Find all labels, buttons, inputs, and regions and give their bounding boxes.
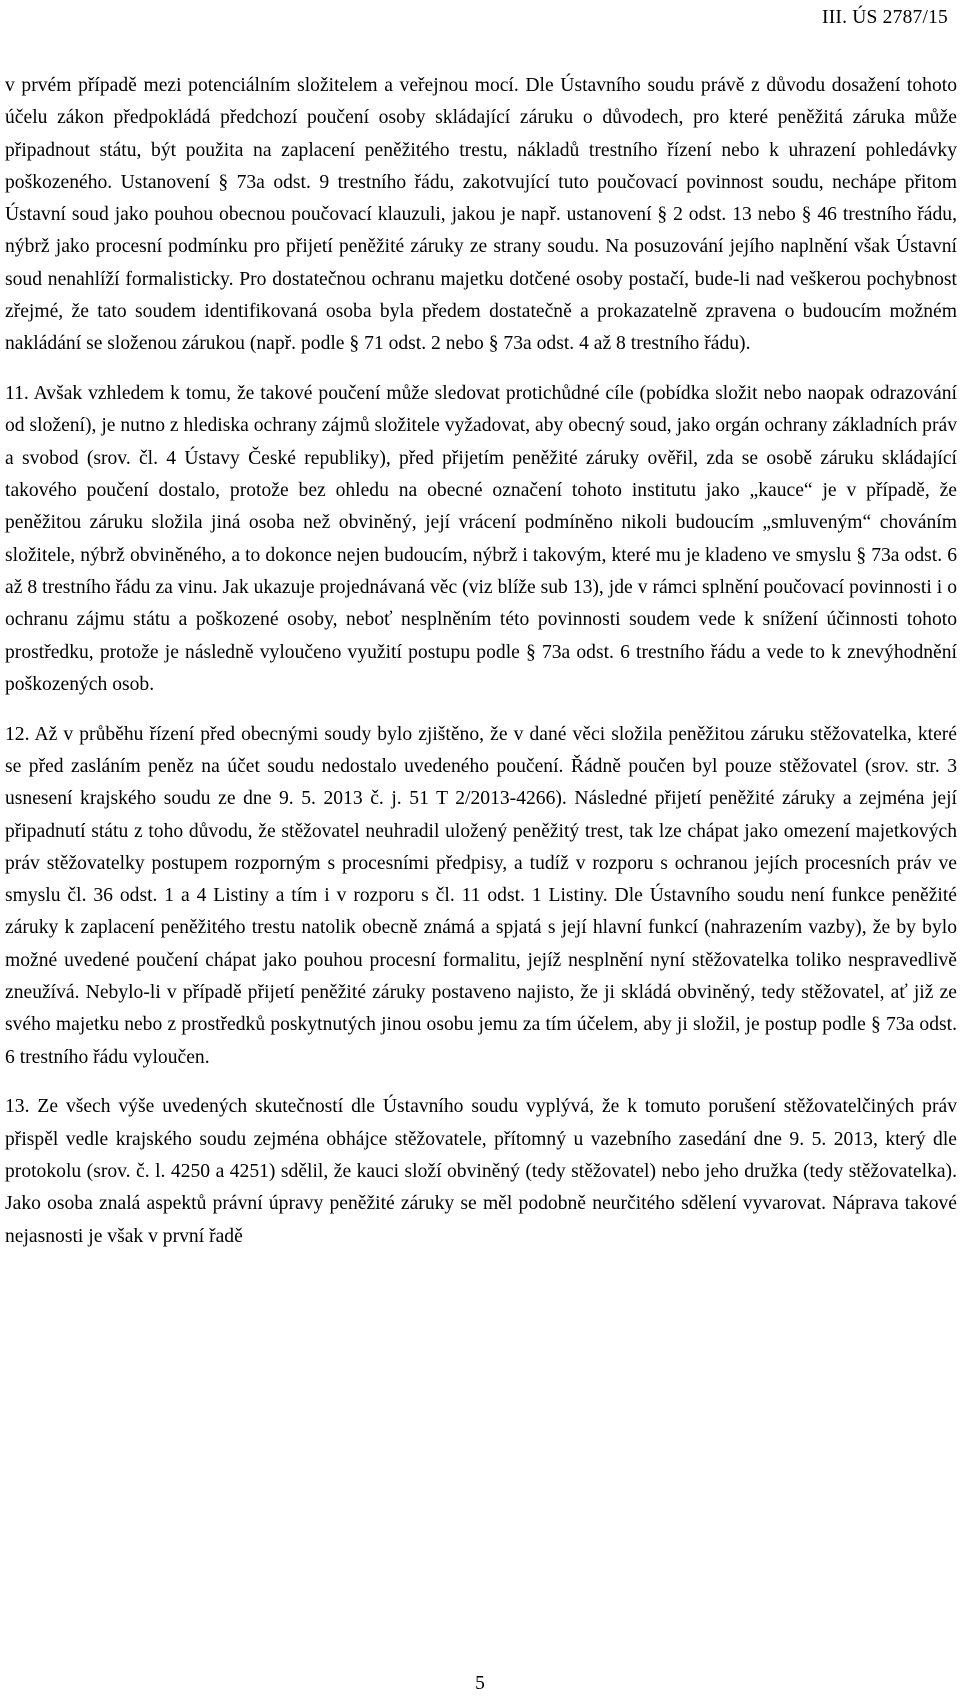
paragraph-11: 11. Avšak vzhledem k tomu, že takové poučení může sledovat protichůdné cíle (pobídka složit nebo naopak odrazování od složení), je nutno z hlediska ochrany zájmů složitele vyžadovat, aby obecný soud, jako orgán ochrany základních práv a svobod (srov. čl. 4 Ústavy České republiky), před přijetím peněžité záruky ověřil, zda se osobě záruku skládající takového poučení dostalo, protože bez ohledu na obecné označení tohoto institutu jako „kauce“ je v případě, že peněžitou záruku složila jiná osoba než obviněný, její vrácení podmíněno nikoli budoucím „smluveným“ chováním složitele, nýbrž obviněného, a to dokonce nejen budoucím, nýbrž i takovým, které mu je kladeno ve smyslu § 73a odst. 6 až 8 trestního řádu za vinu. Jak ukazuje projednávaná věc (viz blíže sub 13), jde v rámci splnění poučovací povinnosti i o ochranu zájmu státu a poškozené osoby, neboť nesplněním této povinnosti soudem vede k snížení účinnosti tohoto prostředku, protože je následně vyloučeno využití postupu podle § 73a odst. 6 trestního řádu a vede to k znevýhodnění poškozených osob. bbox=[5, 383, 957, 695]
paragraph-13: 13. Ze všech výše uvedených skutečností dle Ústavního soudu vyplývá, že k tomuto porušení stěžovatelčiných práv přispěl vedle krajského soudu zejména obhájce stěžovatele, přítomný u vazebního zasedání dne 9. 5. 2013, který dle protokolu (srov. č. l. 4250 a 4251) sdělil, že kauci složí obviněný (tedy stěžovatel) nebo jeho družka (tedy stěžovatelka). Jako osoba znalá aspektů právní úpravy peněžité záruky se měl podobně neurčitého sdělení vyvarovat. Náprava takové nejasnosti je však v první řadě bbox=[5, 1096, 957, 1247]
page-number: 5 bbox=[475, 1673, 485, 1694]
paragraph-12: 12. Až v průběhu řízení před obecnými soudy bylo zjištěno, že v dané věci složila peněžitou záruku stěžovatelka, které se před zasláním peněz na účet soudu nedostalo uvedeného poučení. Řádně poučen byl pouze stěžovatel (srov. str. 3 usnesení krajského soudu ze dne 9. 5. 2013 č. j. 51 T 2/2013-4266). Následné přijetí peněžité záruky a zejména její připadnutí státu z toho důvodu, že stěžovatel neuhradil uložený peněžitý trest, tak lze chápat jako omezení majetkových práv stěžovatelky postupem rozporným s procesními předpisy, a tudíž v rozporu s ochranou jejích procesních práv ve smyslu čl. 36 odst. 1 a 4 Listiny a tím i v rozporu s čl. 11 odst. 1 Listiny. Dle Ústavního soudu není funkce peněžité záruky k zaplacení peněžitého trestu natolik obecně známá a spjatá s její hlavní funkcí (nahrazením vazby), že by bylo možné uvedené poučení chápat jako pouhou procesní formalitu, jejíž nesplnění nyní stěžovatelka toliko nespravedlivě zneužívá. Nebylo-li v případě přijetí peněžité záruky postaveno najisto, že ji skládá obviněný, tedy stěžovatel, ať již ze svého majetku nebo z prostředků poskytnutých jinou osobu jemu za tím účelem, aby ji složil, je postup podle § 73a odst. 6 trestního řádu vyloučen. bbox=[5, 723, 957, 1068]
case-number: III. ÚS 2787/15 bbox=[822, 7, 948, 28]
document-body bbox=[5, 70, 957, 1253]
paragraph-10-continuation: v prvém případě mezi potenciálním složitelem a veřejnou mocí. Dle Ústavního soudu právě z důvodu dosažení tohoto účelu zákon předpokládá předchozí poučení osoby skládající záruku o důvodech, pro které peněžitá záruka může připadnout státu, být použita na zaplacení peněžitého trestu, nákladů trestního řízení nebo k uhrazení pohledávky poškozeného. Ustanovení § 73a odst. 9 trestního řádu, zakotvující tuto poučovací povinnost soudu, nechápe přitom Ústavní soud jako pouhou obecnou poučovací klauzuli, jakou je např. ustanovení § 2 odst. 13 nebo § 46 trestního řádu, nýbrž jako procesní podmínku pro přijetí peněžité záruky ze strany soudu. Na posuzování jejího naplnění však Ústavní soud nenahlíží formalisticky. Pro dostatečnou ochranu majetku dotčené osoby postačí, bude-li nad veškerou pochybnost zřejmé, že tato soudem identifikovaná osoba byla předem dostatečně a prokazatelně zpravena o budoucím možném nakládání se složenou zárukou (např. podle § 71 odst. 2 nebo § 73a odst. 4 až 8 trestního řádu). bbox=[5, 75, 957, 355]
